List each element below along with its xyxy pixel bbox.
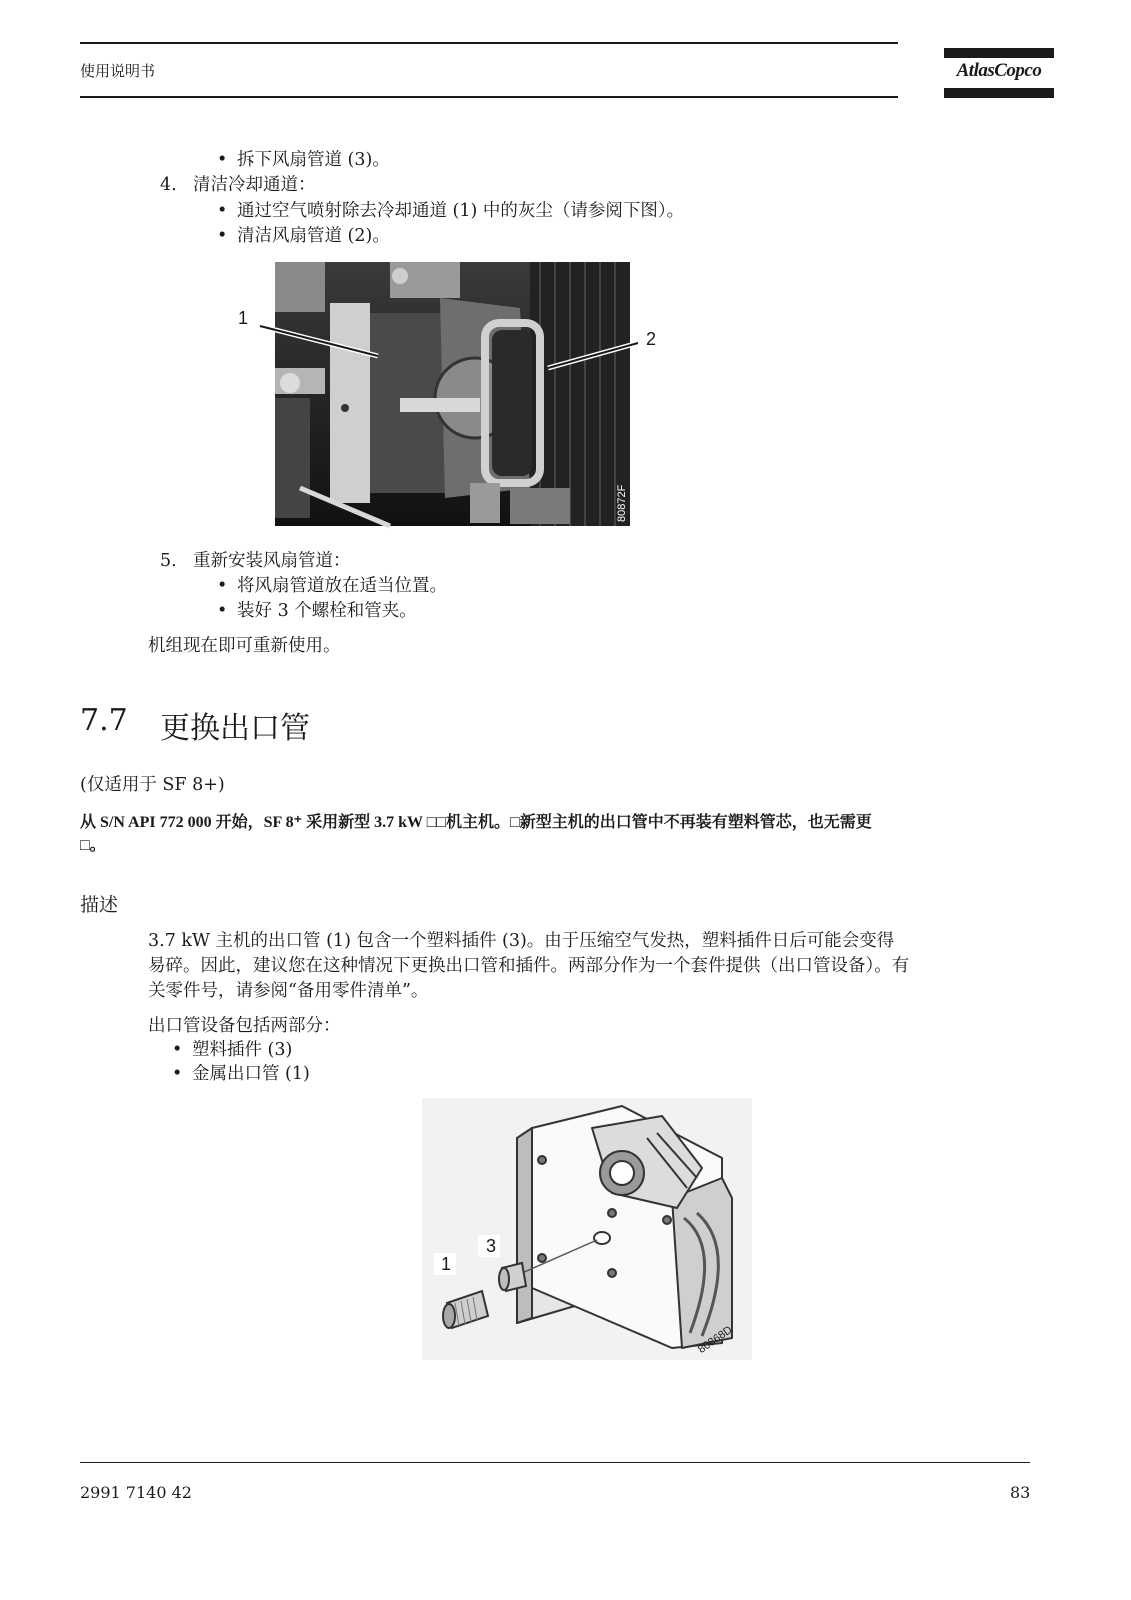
bullet-air-jet: • 通过空气喷射除去冷却通道 (1) 中的灰尘（请参阅下图）。 — [237, 199, 684, 223]
description-line-1: 3.7 kW 主机的出口管 (1) 包含一个塑料插件 (3)。由于压缩空气发热，塑料插件日后可能会变得 — [148, 931, 895, 951]
footer-rule — [80, 1462, 1030, 1463]
footer-page-number: 83 — [1010, 1483, 1031, 1502]
applies-to-note: (仅适用于 SF 8+) — [80, 775, 225, 795]
figure1-label-2: 2 — [646, 329, 657, 349]
bullet-place-duct: • 将风扇管道放在适当位置。 — [237, 574, 447, 598]
step-5-number: 5. — [160, 551, 177, 571]
header-bottom-rule — [80, 96, 898, 98]
figure2-code: 80868D — [696, 1323, 735, 1356]
logo-wordmark: AtlasCopco — [956, 60, 1042, 81]
description-heading: 描述 — [80, 894, 119, 916]
bullet-clean-fan-duct: • 清洁风扇管道 (2)。 — [237, 224, 390, 248]
bullet-remove-fan-duct: • 拆下风扇管道 (3)。 — [237, 148, 390, 172]
figure2-label-1: 1 — [441, 1254, 452, 1274]
step-4-number: 4. — [160, 175, 177, 195]
serial-note-line-1: 从 S/N API 772 000 开始，SF 8⁺ 采用新型 3.7 kW □□机主机。□新型主机的出口管中不再装有塑料管芯，也无需更 — [80, 814, 872, 831]
section-title: 更换出口管 — [160, 711, 310, 746]
header-doc-type: 使用说明书 — [80, 62, 156, 80]
step-4-text: 清洁冷却通道： — [193, 175, 316, 195]
bullet-fit-bolts: • 装好 3 个螺栓和管夹。 — [237, 599, 417, 623]
footer-doc-number: 2991 7140 42 — [80, 1483, 192, 1502]
figure-cooling-channel-photo — [230, 258, 640, 530]
figure1-label-1: 1 — [238, 308, 249, 328]
figure2-label-3: 3 — [486, 1236, 497, 1256]
unit-ready-text: 机组现在即可重新使用。 — [148, 636, 341, 656]
header-top-rule — [80, 42, 898, 44]
step-5-text: 重新安装风扇管道： — [193, 551, 351, 571]
serial-note-line-2: □。 — [80, 837, 106, 854]
atlas-copco-logo — [944, 48, 1054, 98]
section-number: 7.7 — [80, 703, 128, 738]
kit-item-plastic-insert: • 塑料插件 (3) — [192, 1038, 292, 1062]
description-line-2: 易碎。因此，建议您在这种情况下更换出口管和插件。两部分作为一个套件提供（出口管设备）。有 — [148, 956, 910, 976]
figure1-code: 80872F — [616, 484, 628, 522]
figure-outlet-pipe-drawing — [422, 1098, 752, 1360]
description-line-3: 关零件号，请参阅“备用零件清单”。 — [148, 981, 429, 1001]
kit-intro: 出口管设备包括两部分： — [148, 1016, 341, 1036]
kit-item-metal-outlet-pipe: • 金属出口管 (1) — [192, 1062, 310, 1086]
